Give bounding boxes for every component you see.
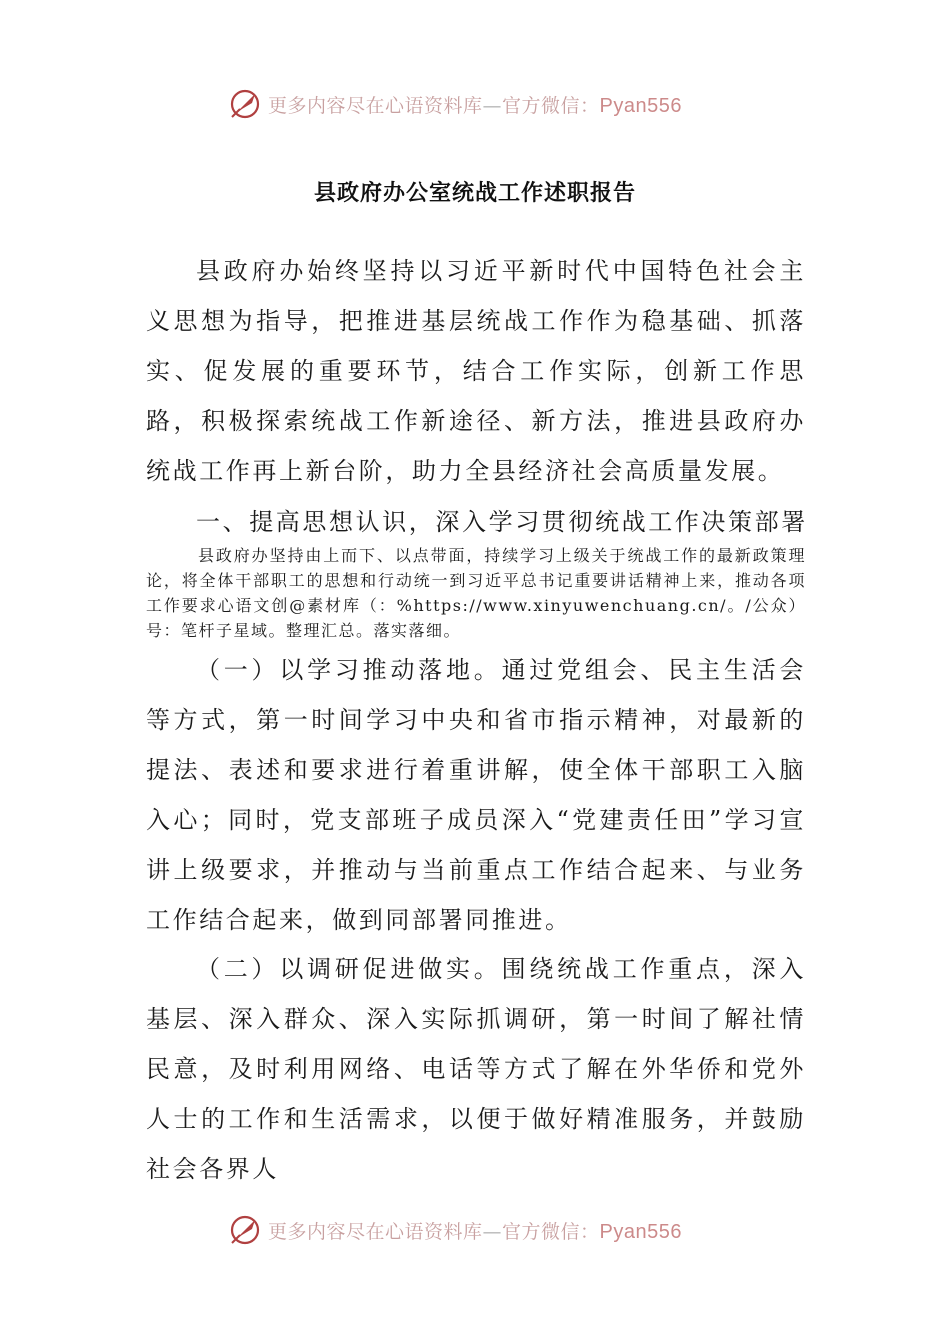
item-2-paragraph: （二）以调研促进做实。围绕统战工作重点，深入基层、深入群众、深入实际抓调研，第一时间了解社情民意，及时利用网络、电话等方式了解在外华侨和党外人士的工作和生活需求，以便于做好精准服务，并鼓励社会各界人 [146,955,806,1183]
item-1-paragraph: （一）以学习推动落地。通过党组会、民主生活会等方式，第一时间学习中央和省市指示精神，对最新的提法、表述和要求进行着重讲解，使全体干部职工入脑入心；同时，党支部班子成员深入“党建责任田”学习宣讲上级要求，并推动与当前重点工作结合起来、与业务工作结合起来，做到同部署同推进。 [146,656,806,934]
watermark-footer [228,1210,748,1250]
section-1-heading: 一、提高思想认识，深入学习贯彻统战工作决策部署 [196,508,808,536]
quill-logo-icon [228,1213,262,1247]
watermark-text: 更多内容尽在心语资料库—官方微信：Pyan556 [268,94,682,117]
quill-logo-icon [228,87,262,121]
intro-paragraph: 县政府办始终坚持以习近平新时代中国特色社会主义思想为指导，把推进基层统战工作作为稳基础、抓落实、促发展的重要环节，结合工作实际，创新工作思路，积极探索统战工作新途径、新方法，推进县政府办统战工作再上新台阶，助力全县经济社会高质量发展。 [146,257,806,485]
watermark-header [228,84,748,124]
section-1-body-small: 县政府办坚持由上而下、以点带面，持续学习上级关于统战工作的最新政策理论，将全体干部职工的思想和行动统一到习近平总书记重要讲话精神上来，推动各项工作要求心语文创@素材库（：%https://www.xinyuwenchuang.cn/。/公众）号：笔杆子星域。整理汇总。落实落细。 [146,546,806,640]
document-title: 县政府办公室统战工作述职报告 [313,181,636,206]
watermark-text: 更多内容尽在心语资料库—官方微信：Pyan556 [268,1220,682,1243]
